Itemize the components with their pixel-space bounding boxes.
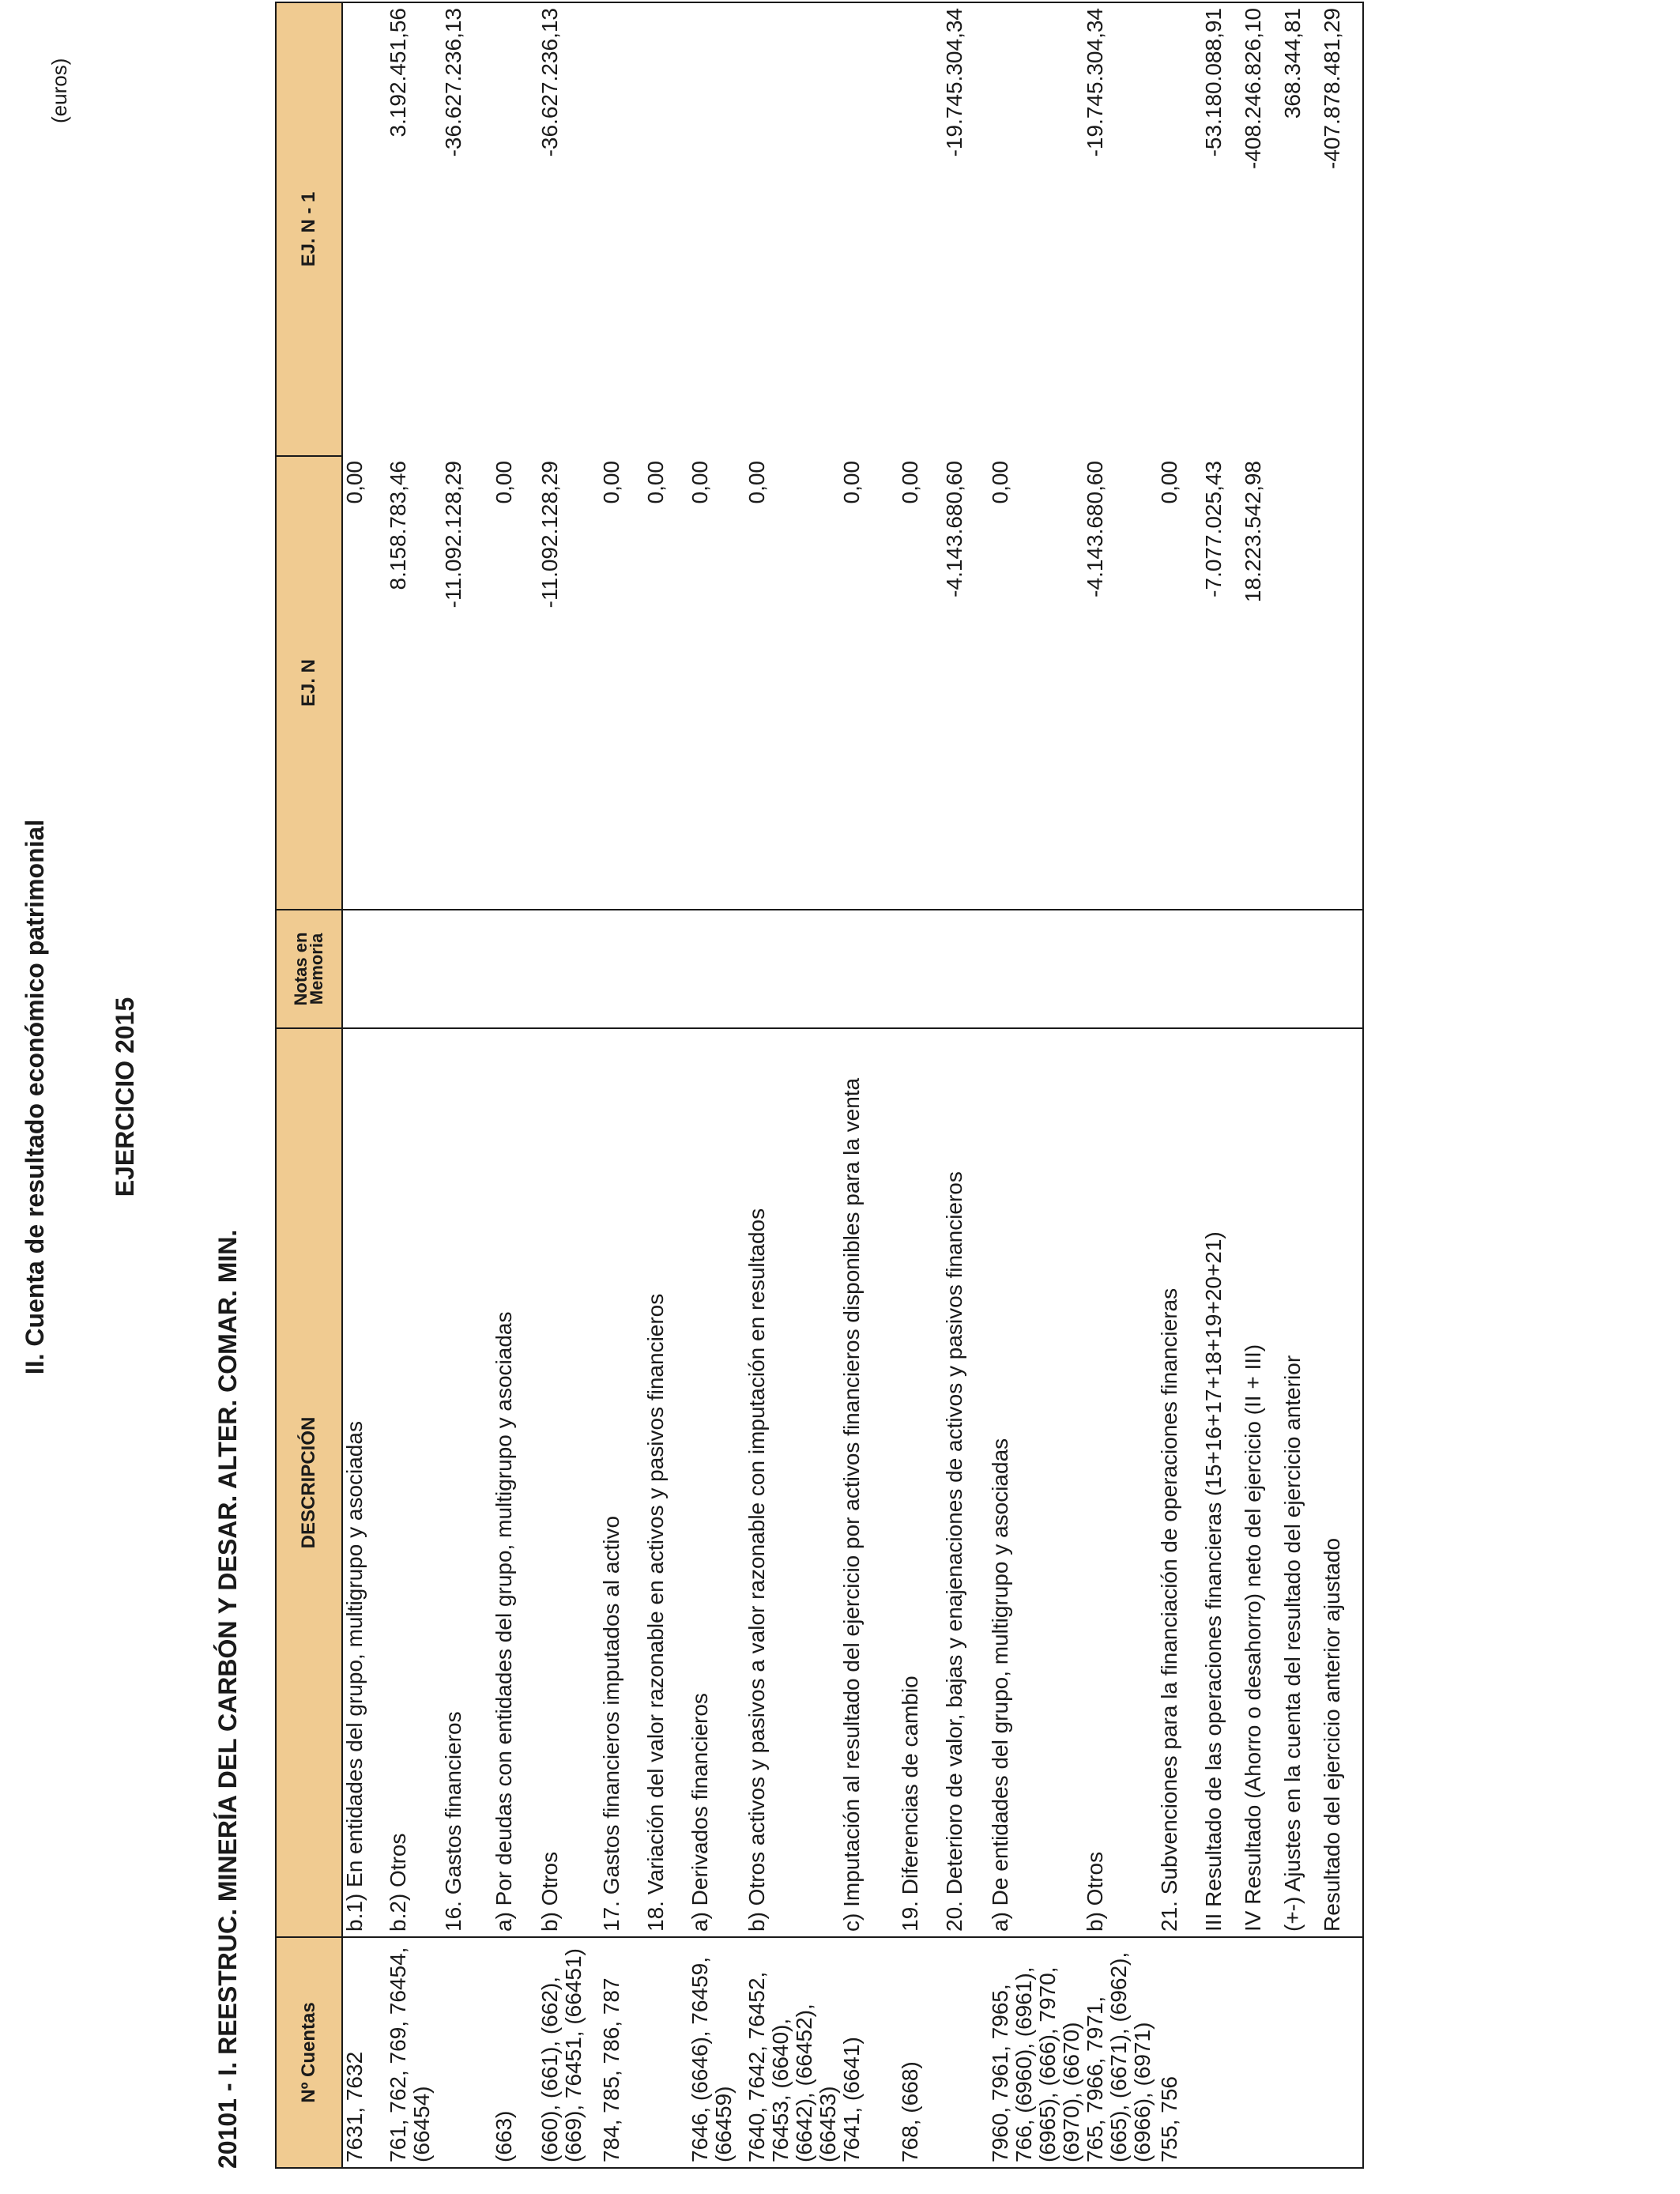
- row-notes: [943, 910, 989, 1028]
- row-accounts: [1281, 1937, 1320, 2168]
- row-ej-n1: 368.344,81: [1281, 2, 1320, 456]
- row-accounts: [943, 1937, 989, 2168]
- row-accounts: 768, (668): [898, 1937, 943, 2168]
- row-notes: [600, 910, 644, 1028]
- row-ej-n1: -36.627.236,13: [442, 2, 492, 456]
- row-ej-n1: -36.627.236,13: [538, 2, 600, 456]
- row-accounts: [1241, 1937, 1281, 2168]
- row-ej-n: 0,00: [988, 461, 1012, 504]
- table-row: [688, 2, 745, 2168]
- table-body: [342, 2, 1363, 2168]
- row-ej-n1: [492, 2, 538, 456]
- row-description: 16. Gastos financieros: [442, 1028, 492, 1937]
- row-accounts: (663): [492, 1937, 538, 2168]
- row-notes: [538, 910, 600, 1028]
- row-notes: [644, 910, 688, 1028]
- row-notes: [1241, 910, 1281, 1028]
- table-row: [1320, 2, 1363, 2168]
- row-description: a) De entidades del grupo, multigrupo y asociadas: [989, 1028, 1083, 1937]
- row-notes: [492, 910, 538, 1028]
- row-description: (+-) Ajustes en la cuenta del resultado del ejercicio anterior: [1281, 1028, 1320, 1937]
- row-ej-n: 18.223.542,98: [1241, 461, 1265, 603]
- row-description: III Resultado de las operaciones financieras (15+16+17+18+19+20+21): [1202, 1028, 1241, 1937]
- row-ej-n: -4.143.680,60: [1083, 461, 1107, 598]
- table-row: [1281, 2, 1320, 2168]
- table-row: [1083, 2, 1158, 2168]
- row-notes: [1158, 910, 1202, 1028]
- row-description: a) Derivados financieros: [688, 1028, 745, 1937]
- row-description: c) Imputación al resultado del ejercicio por activos financieros disponibles para la venta: [840, 1028, 898, 1937]
- col-header-accounts: Nº Cuentas: [276, 1937, 342, 2168]
- table-row: [342, 2, 386, 2168]
- row-accounts: 7631, 7632: [342, 1937, 386, 2168]
- row-accounts: (660), (661), (662), (669), 76451, (66451): [538, 1937, 600, 2168]
- row-description: b) Otros: [538, 1028, 600, 1937]
- row-accounts: [1202, 1937, 1241, 2168]
- row-ej-n: 0,00: [643, 461, 668, 504]
- table-row: [840, 2, 898, 2168]
- col-header-ej-n1: EJ. N - 1: [276, 2, 342, 456]
- row-notes: [898, 910, 943, 1028]
- row-notes: [1281, 910, 1320, 1028]
- row-accounts: 784, 785, 786, 787: [600, 1937, 644, 2168]
- row-description: IV Resultado (Ahorro o desahorro) neto del ejercicio (II + III): [1241, 1028, 1281, 1937]
- row-description: b) Otros activos y pasivos a valor razonable con imputación en resultados: [745, 1028, 840, 1937]
- row-ej-n1: [688, 2, 745, 456]
- row-accounts: 7646, (6646), 76459, (66459): [688, 1937, 745, 2168]
- row-ej-n1: [342, 2, 386, 456]
- row-notes: [442, 910, 492, 1028]
- row-ej-n1: -19.745.304,34: [943, 2, 989, 456]
- row-ej-n: -4.143.680,60: [942, 461, 966, 598]
- row-accounts: 7960, 7961, 7965, 766, (6960), (6961), (6965), (666), 7970, (6970), (6670): [989, 1937, 1083, 2168]
- row-ej-n1: [898, 2, 943, 456]
- row-description: 17. Gastos financieros imputados al activo: [600, 1028, 644, 1937]
- row-ej-n: -11.092.128,29: [441, 461, 465, 609]
- row-description: 19. Diferencias de cambio: [898, 1028, 943, 1937]
- row-description: 21. Subvenciones para la financiación de operaciones financieras: [1158, 1028, 1202, 1937]
- table-row: [386, 2, 442, 2168]
- row-ej-n1: 3.192.451,56: [386, 2, 442, 456]
- table-row: [538, 2, 600, 2168]
- row-description: 18. Variación del valor razonable en activos y pasivos financieros: [644, 1028, 688, 1937]
- row-notes: [745, 910, 840, 1028]
- row-notes: [1083, 910, 1158, 1028]
- table-row: [1241, 2, 1281, 2168]
- row-accounts: 755, 756: [1158, 1937, 1202, 2168]
- report-title: II. Cuenta de resultado económico patrimonial: [21, 819, 49, 1375]
- row-notes: [989, 910, 1083, 1028]
- row-accounts: [1320, 1937, 1363, 2168]
- table-row: [442, 2, 492, 2168]
- units-label: (euros): [47, 58, 71, 123]
- table-row: [943, 2, 989, 2168]
- row-ej-n1: -19.745.304,34: [1083, 2, 1158, 456]
- row-accounts: [644, 1937, 688, 2168]
- row-ej-n: [1320, 456, 1363, 910]
- row-ej-n1: [989, 2, 1083, 456]
- col-header-notes: Notas en Memoria: [276, 910, 342, 1028]
- row-notes: [1202, 910, 1241, 1028]
- results-table: [275, 2, 1364, 2169]
- row-ej-n1: -407.878.481,29: [1320, 2, 1363, 456]
- table-row: [745, 2, 840, 2168]
- row-ej-n: -7.077.025,43: [1201, 461, 1226, 598]
- table-row: [600, 2, 644, 2168]
- row-ej-n: 0,00: [744, 461, 769, 504]
- row-ej-n: 0,00: [599, 461, 623, 504]
- row-description: Resultado del ejercicio anterior ajustado: [1320, 1028, 1363, 1937]
- row-notes: [688, 910, 745, 1028]
- row-ej-n1: -408.246.826,10: [1241, 2, 1281, 456]
- row-ej-n1: [600, 2, 644, 456]
- table-row: [492, 2, 538, 2168]
- row-ej-n: 0,00: [898, 461, 922, 504]
- table-row: [989, 2, 1083, 2168]
- table-row: [898, 2, 943, 2168]
- table-row: [1202, 2, 1241, 2168]
- row-description: b.2) Otros: [386, 1028, 442, 1937]
- table-row: [644, 2, 688, 2168]
- table-row: [1158, 2, 1202, 2168]
- row-accounts: 765, 7966, 7971, (665), (6671), (6962), (6966), (6971): [1083, 1937, 1158, 2168]
- entity-title: 20101 - I. REESTRUC. MINERÍA DEL CARBÓN Y DESAR. ALTER. COMAR. MIN.: [213, 1229, 242, 2169]
- row-notes: [386, 910, 442, 1028]
- table-header-row: [276, 2, 342, 2168]
- row-ej-n1: [745, 2, 840, 456]
- row-ej-n: 0,00: [492, 461, 516, 504]
- row-notes: [342, 910, 386, 1028]
- row-description: 20. Deterioro de valor, bajas y enajenaciones de activos y pasivos financieros: [943, 1028, 989, 1937]
- row-notes: [840, 910, 898, 1028]
- row-accounts: 761, 762, 769, 76454, (66454): [386, 1937, 442, 2168]
- row-description: b.1) En entidades del grupo, multigrupo y asociadas: [342, 1028, 386, 1937]
- row-accounts: [442, 1937, 492, 2168]
- col-header-description: DESCRIPCIÓN: [276, 1028, 342, 1937]
- row-ej-n1: [1158, 2, 1202, 456]
- row-accounts: 7640, 7642, 76452, 76453, (6640), (6642), (66452), (66453): [745, 1937, 840, 2168]
- row-accounts: 7641, (6641): [840, 1937, 898, 2168]
- row-ej-n1: [840, 2, 898, 456]
- row-description: b) Otros: [1083, 1028, 1158, 1937]
- row-ej-n: -11.092.128,29: [537, 461, 562, 609]
- row-ej-n: 0,00: [342, 461, 367, 504]
- exercise-title: EJERCICIO 2015: [111, 997, 139, 1197]
- row-ej-n: 0,00: [687, 461, 712, 504]
- row-ej-n: [1281, 456, 1320, 910]
- row-ej-n1: [644, 2, 688, 456]
- row-description: a) Por deudas con entidades del grupo, multigrupo y asociadas: [492, 1028, 538, 1937]
- row-ej-n1: -53.180.088,91: [1202, 2, 1241, 456]
- row-ej-n: 0,00: [1157, 461, 1181, 504]
- col-header-ej-n: EJ. N: [276, 456, 342, 910]
- row-ej-n: 0,00: [839, 461, 864, 504]
- row-notes: [1320, 910, 1363, 1028]
- row-ej-n: 8.158.783,46: [386, 461, 410, 590]
